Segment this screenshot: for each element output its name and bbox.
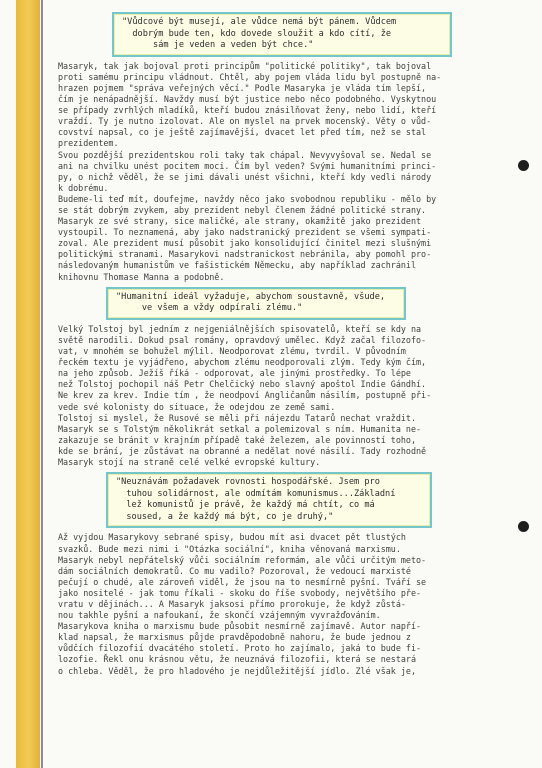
paragraph-1: Masaryk, tak jak bojoval proti principům "politické politiky", tak bojoval proti samému principu vládnout. Chtěl, aby pojem vláda lidu byl postupně na- hrazen pojmem "správa veřejných věcí." Podle Masaryka je vláda tím lepší, čím je nenápadnější. Navždy musí být justice nebo něco podobného. Vyskytnou se případy zvrhlých mladíků, kteří budou znásilňovat ženy, nebo lidí, kteří vraždí. Ty je nutno izolovat. Ale on myslel na prvek mocenský. Věty o vůd- covství napsal, co je ještě zajímavější, dvacet let před tím, než se stal prezidentem.: [58, 60, 442, 149]
paragraph-3: Budeme-li teď mít, doufejme, navždy něco jako svobodnou republiku - mělo by se stát dobrým zvykem, aby prezident nebyl členem žádné politické strany. Masaryk ze své strany, sice maličké, ale strany, okamžitě jako prezident vystoupil. To neznamená, aby jako nadstranický prezident se všemi sympati- zoval. Ale prezident musí působit jako konsolidující činitel mezi slušnými politickými stranami. Masarykovi nadstranickost nebránila, aby pomohl pro- následovaným humanistům ve fašistickém Německu, aby například zachránil knihovnu Thomase Manna a podobně.: [58, 193, 437, 282]
highlighted-quote-1: "Vůdcové být musejí, ale vůdce nemá být pánem. Vůdcem dobrým bude ten, kdo dovede sloužit a kdo cítí, že sám je veden a veden být chce.": [112, 12, 452, 57]
highlighted-quote-2: "Humanitní ideál vyžaduje, abychom soustavně, všude, ve všem a vždy odpírali zlému.": [106, 287, 406, 320]
highlighted-quote-3: "Neuznávám požadavek rovnosti hospodářské. Jsem pro tuhou solidárnost, ale odmítám komunismus...Základní lež komunistů je právě, že každý má chtít, co má soused, a že každý má být, co je druhý,": [106, 472, 432, 528]
paragraph-2: Svou pozdější prezidentskou roli taky tak chápal. Nevyvyšoval se. Nedal se ani na chvilku unést pocitem moci. Čím byl veden? Svými humanitními princi- py, o nichž věděl, že se jimi dávali unést všichni, kteří kdy vedli národy k dobrému.: [58, 149, 437, 193]
paragraph-6: Masarykova kniha o marxismu bude působit nesmírně zajímavě. Autor napří- klad napsal, že marxismus půjde pravděpodobně nahoru, že bude jednou z vůdčích filozofií dvacátého století. Proto ho zajímalo, jaká to bude fi- lozofie. Řekl onu krásnou větu, že neuznává filozofii, která se nestará o chleba. Věděl, že pro hladového je nejdůležitější jídlo. Zlé však je,: [58, 621, 422, 676]
paragraph-4: Velký Tolstoj byl jedním z nejgeniálnějších spisovatelů, kteří se kdy na světě narodili. Dokud psal romány, opravdový umělec. Když začal filozofo- vat, v mnohém se bohužel mýlil. Neodporovat zlému, tvrdil. V původním řeckém textu je vyjádřeno, abychom zlému neodporovali zlým. Tedy kým čím, na jeho způsob. Ježíš říká - odporovat, ale jinými prostředky. To lépe než Tolstoj pochopil náš Petr Chelčický nebo slavný apoštol Indie Gándhí. Ne krev za krev. Indie tím , že neodpoví Angličanům násilím, postupně při- vede své kolonisty do situace, že odejdou ze země sami. Tolstoj si myslel, že Rusové se měli při nájezdu Tatarů nechat vraždit. Masaryk se s Tolstým několikrát setkal a polemizoval s ním. Humanita ne- zakazuje se bránit v krajním případě také železem, ale povinností toho, kde se brání, je zůstávat na obranné a nedělat nové násilí. Tady rozhodně Masaryk stojí na straně celé velké evropské kultury.: [58, 323, 432, 467]
margin-rule-line: [41, 0, 43, 768]
paragraph-5: Až vyjdou Masarykovy sebrané spisy, budou mít asi dvacet pět tlustých svazků. Bude mezi nimi i "Otázka sociální", kniha věnovaná marxismu. Masaryk nebyl nepřátelský vůči sociálním reformám, ale vůči určitým meto- dám sociálních demokratů. Co mu vadilo? Pozoroval, že vedoucí marxisté pečují o chudé, ale zároveň viděl, že jsou na to nesmírně pyšní. Tváří se jako nositelé - jak tomu říkali - skoku do říše svobody, největšího pře- vratu v dějinách... A Masaryk jaksosi přímo prorokuje, že když zůstá- nou takhle pyšní a nafoukaní, že skončí vzájemným vyvražďováním.: [58, 532, 427, 621]
yellow-margin-strip: [16, 0, 40, 768]
typewritten-text: [58, 12, 528, 677]
